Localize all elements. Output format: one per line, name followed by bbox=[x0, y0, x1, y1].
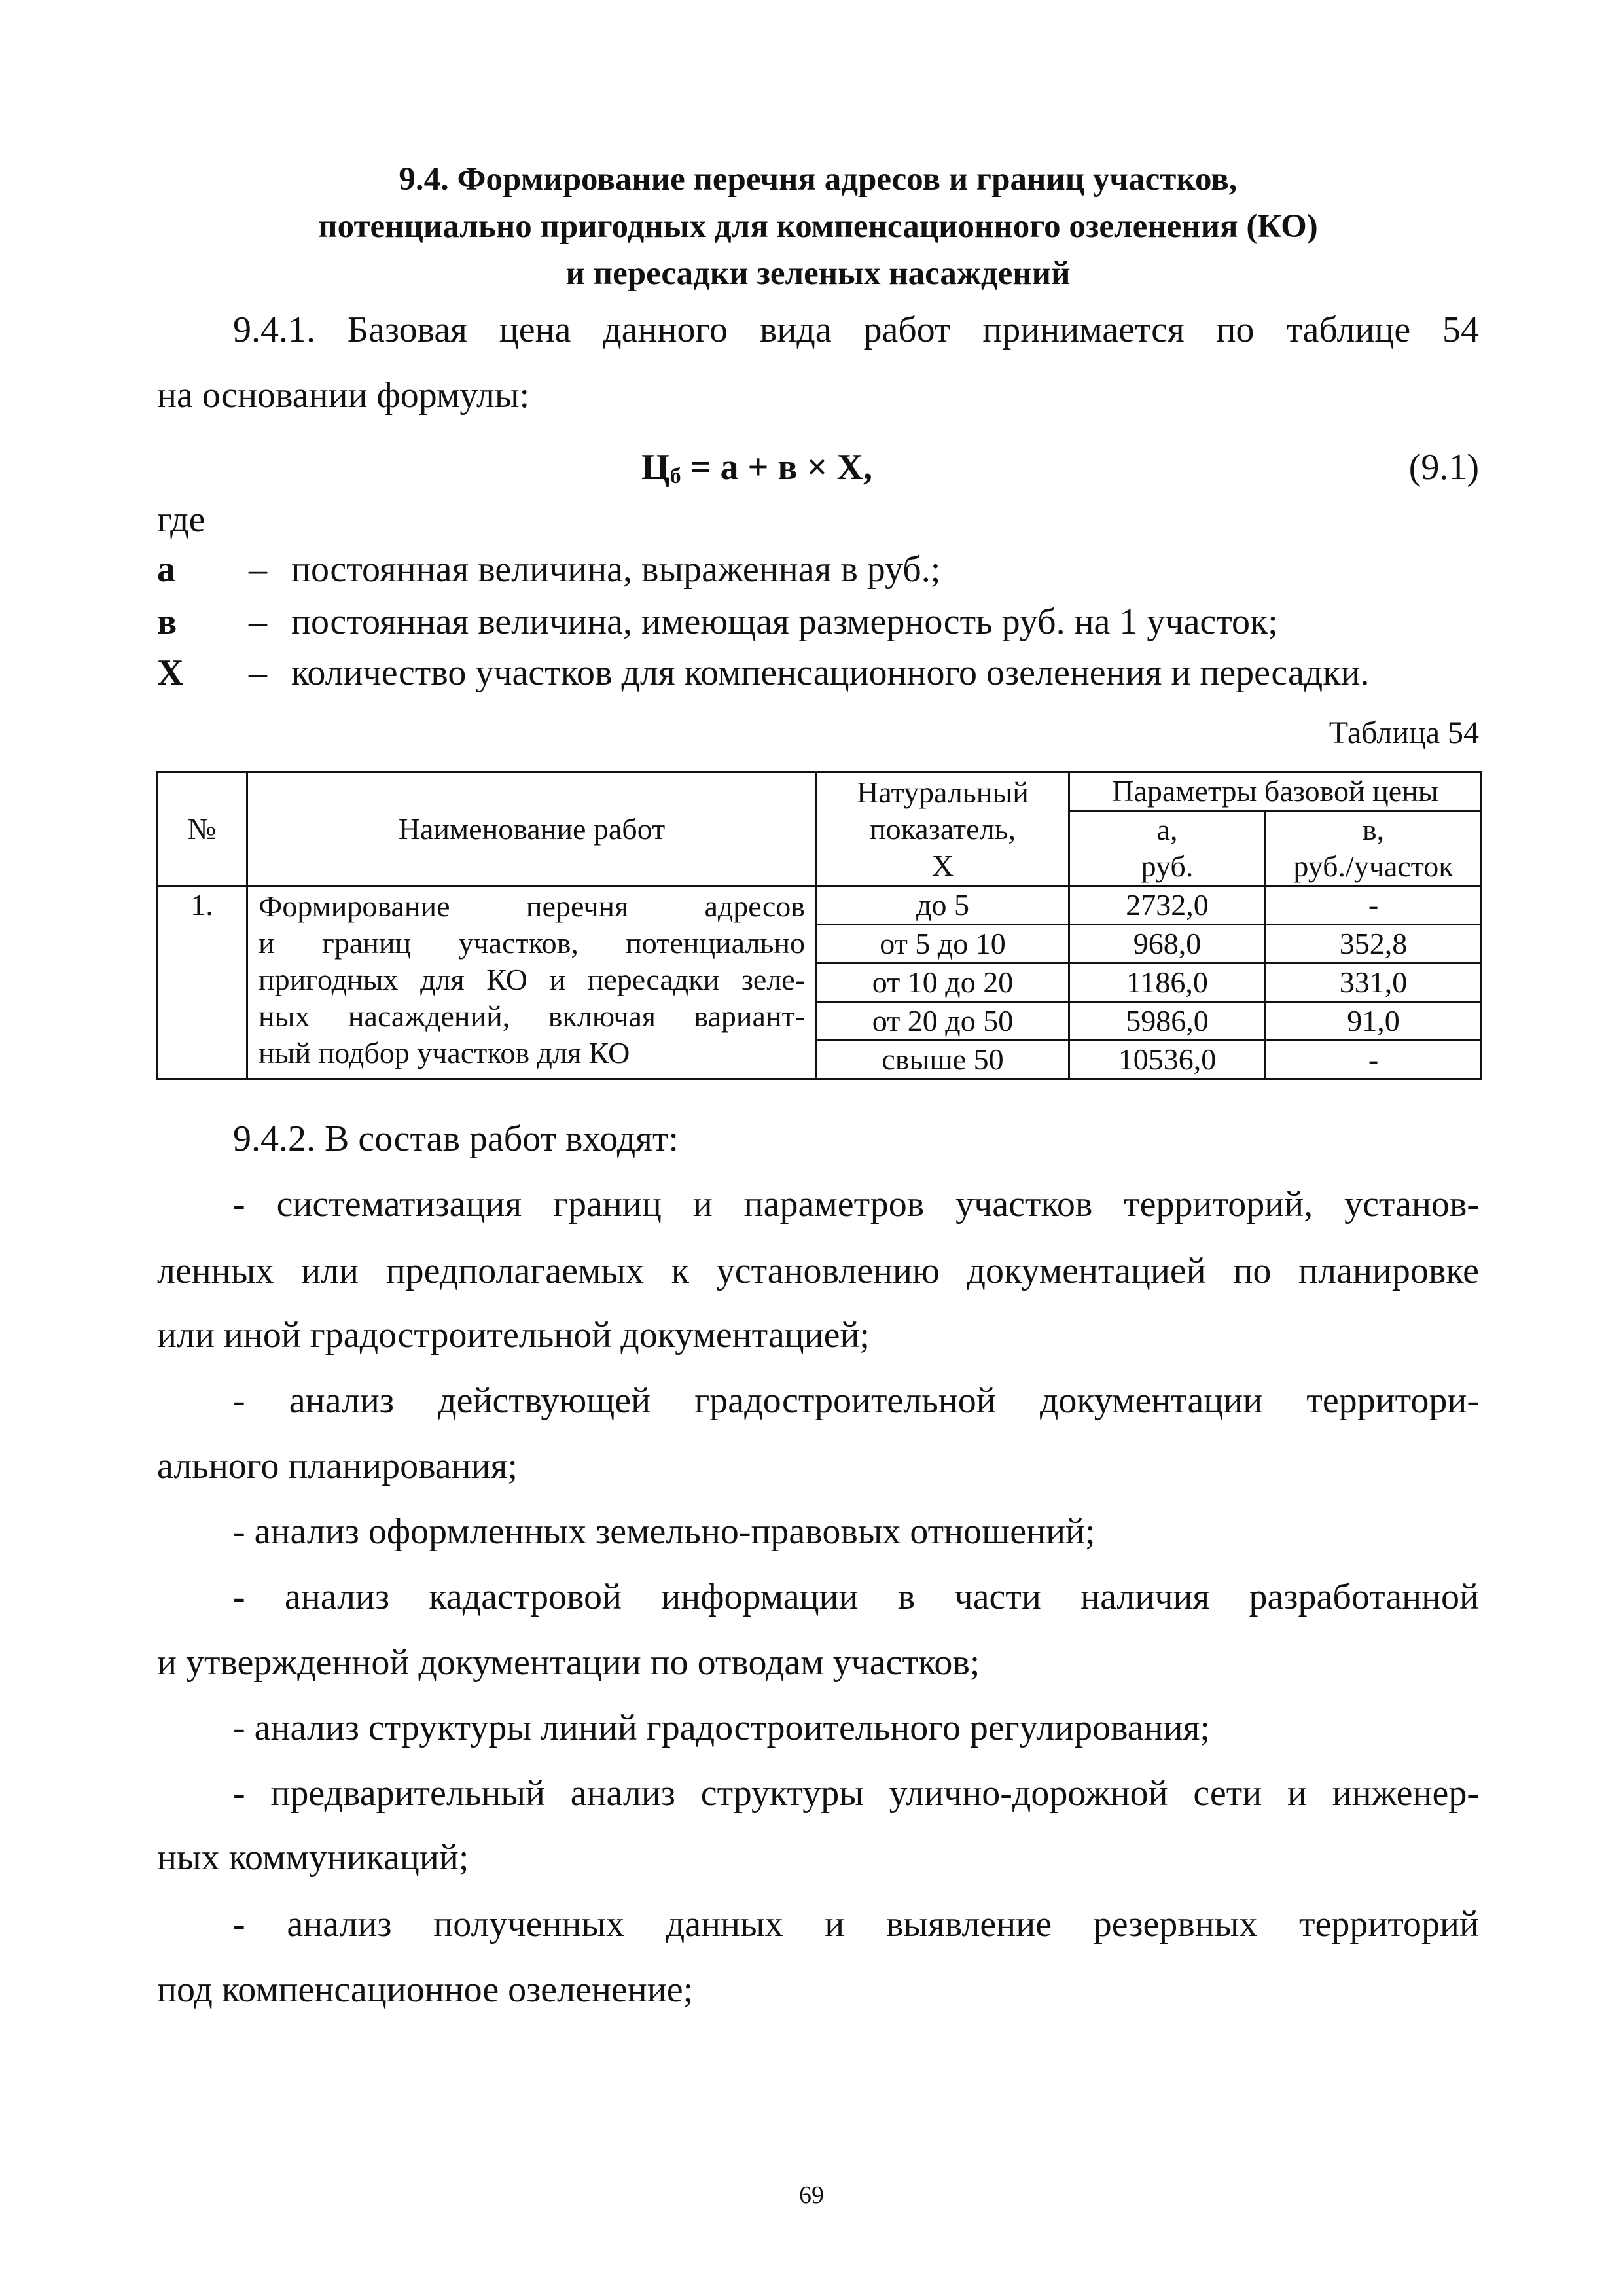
header-work-name: Наименование работ bbox=[247, 772, 817, 886]
formula-lhs-subscript: б bbox=[669, 464, 681, 488]
header-indicator: Натуральный показатель, Х bbox=[817, 772, 1069, 886]
header-params: Параметры базовой цены bbox=[1069, 772, 1482, 811]
table-header-row bbox=[157, 772, 1482, 811]
work-item-line: - систематизация границ и параметров участков территорий, установ- bbox=[233, 1184, 1479, 1225]
work-item-line: или иной градостроительной документацией; bbox=[157, 1315, 870, 1355]
work-item-line: - анализ полученных данных и выявление резервных территорий bbox=[233, 1904, 1479, 1945]
where-label: где bbox=[157, 499, 205, 540]
section-heading bbox=[157, 156, 1479, 297]
definition-symbol: в bbox=[157, 601, 177, 642]
cell-b: 352,8 bbox=[1266, 925, 1482, 963]
header-b: в, руб./участок bbox=[1266, 811, 1482, 886]
work-description: Формирование перечня адресов и границ участков, потенциально пригодных для КО и пересадки зеле- ных насаждений, включая вариант- ный подбор участков для КО bbox=[247, 886, 817, 1079]
header-a: а, руб. bbox=[1069, 811, 1266, 886]
work-item-line: под компенсационное озеленение; bbox=[157, 1969, 694, 2010]
definition-dash: – bbox=[249, 549, 267, 590]
definition-text: постоянная величина, выраженная в руб.; bbox=[291, 549, 941, 590]
cell-b: 331,0 bbox=[1266, 963, 1482, 1002]
price-table bbox=[156, 771, 1482, 1080]
table-caption: Таблица 54 bbox=[1329, 715, 1479, 750]
cell-x: свыше 50 bbox=[817, 1041, 1069, 1079]
page-number: 69 bbox=[799, 2181, 824, 2209]
heading-line: 9.4. Формирование перечня адресов и границ участков, bbox=[399, 161, 1238, 198]
cell-x: от 10 до 20 bbox=[817, 963, 1069, 1002]
cell-a: 968,0 bbox=[1069, 925, 1266, 963]
header-no: № bbox=[157, 772, 247, 886]
cell-a: 2732,0 bbox=[1069, 886, 1266, 925]
heading-line: и пересадки зеленых насаждений bbox=[565, 255, 1071, 292]
definition-dash: – bbox=[249, 653, 267, 693]
definition-symbol: Х bbox=[157, 653, 184, 693]
table-row bbox=[157, 886, 1482, 925]
cell-x: от 5 до 10 bbox=[817, 925, 1069, 963]
cell-a: 5986,0 bbox=[1069, 1002, 1266, 1041]
formula-expression bbox=[641, 446, 872, 497]
definition-dash: – bbox=[249, 601, 267, 642]
item-number: 1. bbox=[157, 886, 247, 1079]
cell-b: 91,0 bbox=[1266, 1002, 1482, 1041]
work-item-line: - предварительный анализ структуры улично-дорожной сети и инженер- bbox=[233, 1773, 1479, 1814]
definition-text: количество участков для компенсационного озеленения и пересадки. bbox=[291, 653, 1370, 693]
heading-line: потенциально пригодных для компенсационного озеленения (КО) bbox=[318, 208, 1318, 245]
work-item-line: ленных или предполагаемых к установлению документацией по планировке bbox=[157, 1251, 1479, 1291]
paragraph-941-line: на основании формулы: bbox=[157, 375, 530, 416]
formula-lhs: Ц bbox=[641, 447, 670, 488]
formula-rhs: = а + в × Х, bbox=[681, 447, 872, 488]
formula-number: (9.1) bbox=[1408, 447, 1479, 488]
cell-b: - bbox=[1266, 886, 1482, 925]
paragraph-941-line: 9.4.1. Базовая цена данного вида работ принимается по таблице 54 bbox=[233, 310, 1479, 350]
cell-x: до 5 bbox=[817, 886, 1069, 925]
work-item-line: - анализ кадастровой информации в части наличия разработанной bbox=[233, 1577, 1479, 1617]
work-item-line: ального планирования; bbox=[157, 1446, 518, 1486]
work-item-line: - анализ оформленных земельно-правовых отношений; bbox=[233, 1511, 1096, 1552]
work-item-line: ных коммуникаций; bbox=[157, 1837, 469, 1878]
work-item-line: - анализ действующей градостроительной документации территори- bbox=[233, 1380, 1479, 1421]
cell-a: 10536,0 bbox=[1069, 1041, 1266, 1079]
work-item-line: и утвержденной документации по отводам участков; bbox=[157, 1642, 980, 1683]
work-item-line: - анализ структуры линий градостроительного регулирования; bbox=[233, 1708, 1210, 1748]
cell-x: от 20 до 50 bbox=[817, 1002, 1069, 1041]
cell-b: - bbox=[1266, 1041, 1482, 1079]
definition-text: постоянная величина, имеющая размерность руб. на 1 участок; bbox=[291, 601, 1278, 642]
cell-a: 1186,0 bbox=[1069, 963, 1266, 1002]
paragraph-942-title: 9.4.2. В состав работ входят: bbox=[233, 1119, 679, 1159]
definition-symbol: а bbox=[157, 549, 175, 590]
